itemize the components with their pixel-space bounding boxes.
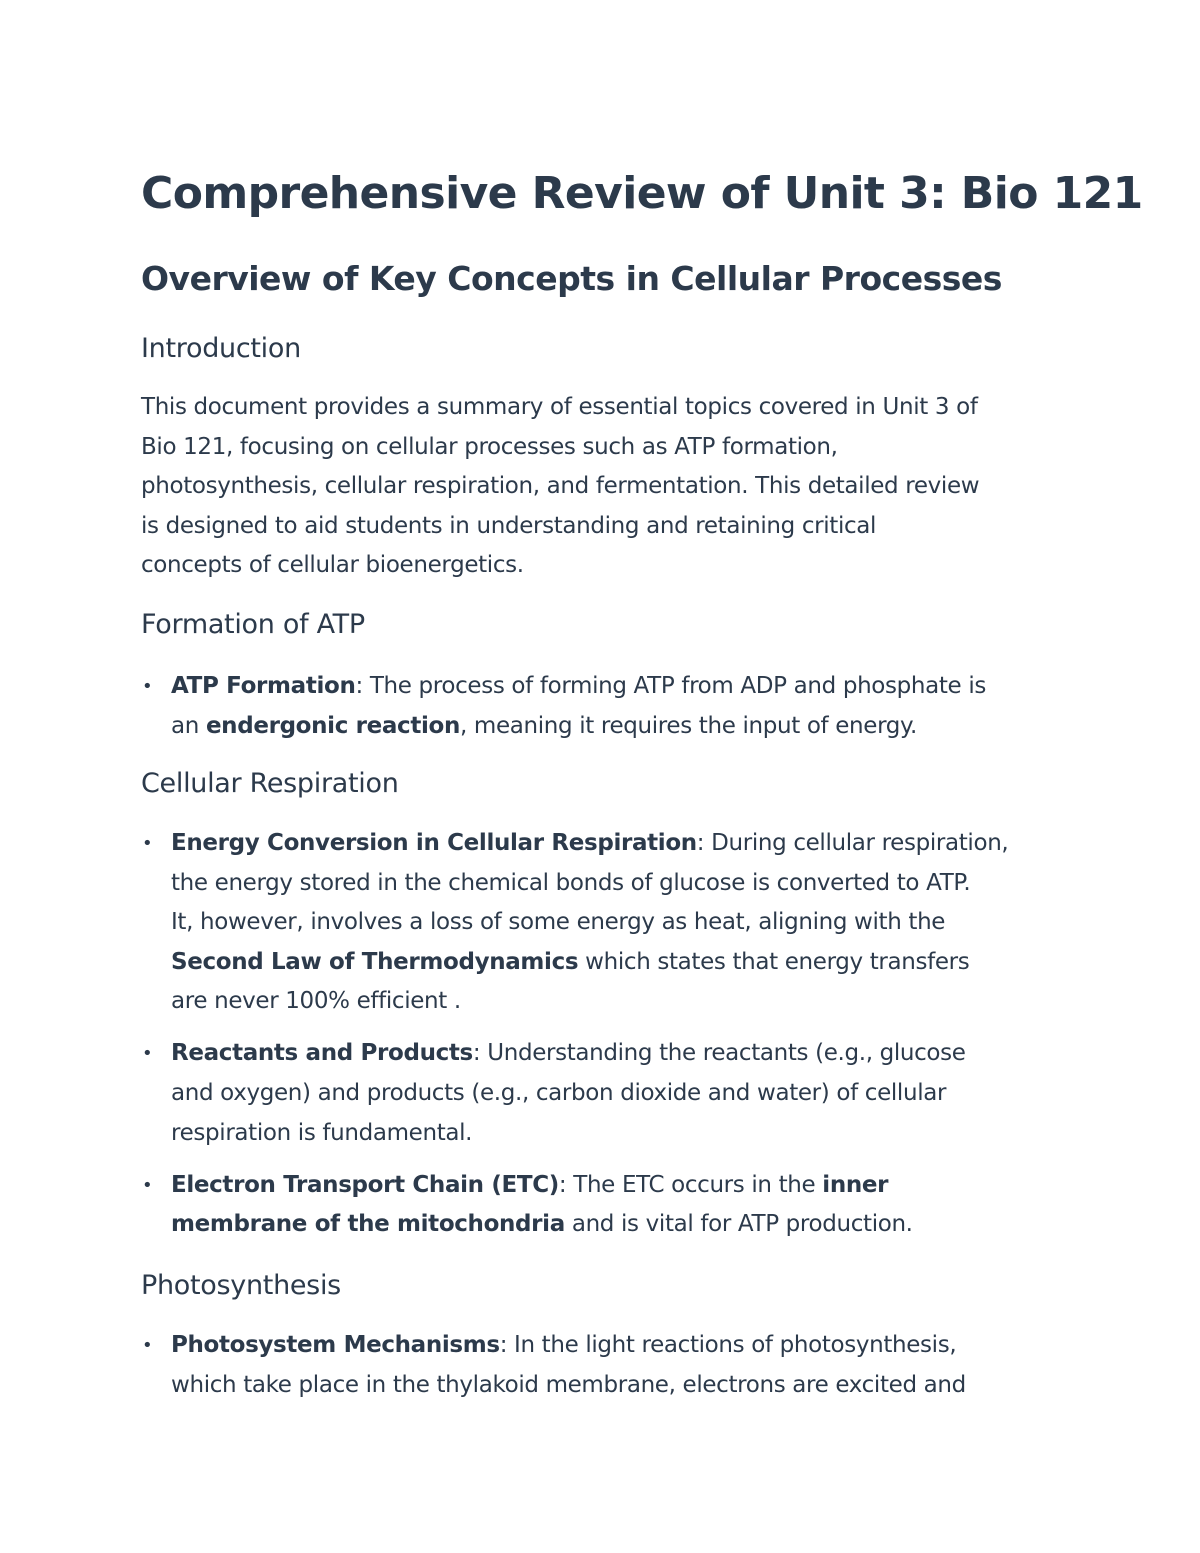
bullet-icon: •	[142, 833, 153, 854]
bold-term: ATP Formation	[171, 673, 356, 699]
text-run: the energy stored in the chemical bonds of glucose is converted to ATP.	[171, 869, 971, 896]
text-run: : Understanding the reactants (e.g., glucose	[472, 1040, 966, 1067]
heading-photosynthesis: Photosynthesis	[141, 1270, 341, 1301]
text-run: : The ETC occurs in the	[558, 1171, 823, 1198]
intro-line: photosynthesis, cellular respiration, and fermentation. This detailed review	[141, 473, 980, 500]
text-run: : During cellular respiration,	[696, 830, 1009, 856]
text-run: , meaning it requires the input of energy.	[459, 712, 917, 739]
text-run: an	[171, 712, 206, 739]
list-item-line	[171, 824, 1071, 864]
heading-cellular-respiration: Cellular Respiration	[141, 768, 399, 799]
bold-term: Energy Conversion in Cellular Respiration	[171, 830, 697, 856]
heading-formation-of-atp: Formation of ATP	[141, 609, 365, 640]
list-item-line	[171, 903, 1071, 943]
respiration-list	[141, 824, 1071, 1257]
atp-list	[141, 667, 1071, 759]
text-run: and is vital for ATP production.	[564, 1211, 913, 1238]
text-run: which take place in the thylakoid membrane, electrons are excited and	[171, 1371, 966, 1398]
list-item-line	[171, 1366, 1071, 1406]
list-item-line	[171, 1074, 1071, 1114]
text-run: : The process of forming ATP from ADP and phosphate is	[355, 673, 986, 699]
list-item-line	[171, 982, 1071, 1022]
list-item	[141, 1166, 1071, 1245]
intro-line: is designed to aid students in understanding and retaining critical	[141, 512, 877, 539]
text-run: It, however, involves a loss of some energy as heat, aligning with the	[171, 909, 946, 936]
list-item	[141, 1034, 1071, 1153]
text-run: are never 100% efficient .	[171, 988, 461, 1015]
text-run: which states that energy transfers	[578, 948, 970, 975]
bullet-icon: •	[142, 676, 153, 697]
text-run: : In the light reactions of photosynthesis,	[499, 1332, 957, 1358]
list-item-line	[171, 1326, 1071, 1366]
list-item-line	[171, 1114, 1071, 1154]
bold-term: inner	[822, 1171, 889, 1198]
introduction-paragraph	[141, 388, 1071, 586]
document-subtitle: Overview of Key Concepts in Cellular Processes	[141, 259, 1002, 298]
intro-line: concepts of cellular bioenergetics.	[141, 552, 524, 579]
list-item-line	[171, 1205, 1071, 1245]
bold-term: Reactants and Products	[171, 1040, 473, 1067]
bold-term: Second Law of Thermodynamics	[171, 948, 579, 975]
intro-line: This document provides a summary of essential topics covered in Unit 3 of	[141, 394, 978, 420]
list-item-line	[171, 864, 1071, 904]
list-item-line	[171, 667, 1071, 707]
bold-term: endergonic reaction	[205, 712, 460, 739]
heading-introduction: Introduction	[141, 333, 301, 364]
bullet-icon: •	[142, 1043, 153, 1065]
list-item-line	[171, 1166, 1071, 1206]
list-item	[141, 1326, 1071, 1405]
bullet-icon: •	[142, 1174, 153, 1196]
bullet-icon: •	[142, 1335, 153, 1356]
text-run: and oxygen) and products (e.g., carbon dioxide and water) of cellular	[171, 1080, 947, 1107]
bold-term: membrane of the mitochondria	[171, 1211, 565, 1238]
bold-term: Photosystem Mechanisms	[171, 1332, 500, 1358]
list-item-line	[171, 1034, 1071, 1074]
list-item	[141, 667, 1071, 746]
list-item-line	[171, 943, 1071, 983]
bold-term: Electron Transport Chain (ETC)	[171, 1171, 559, 1198]
document-title: Comprehensive Review of Unit 3: Bio 121	[141, 168, 1143, 219]
list-item	[141, 824, 1071, 1022]
text-run: respiration is fundamental.	[171, 1119, 473, 1146]
list-item-line	[171, 707, 1071, 747]
photosynthesis-list	[141, 1326, 1071, 1418]
intro-line: Bio 121, focusing on cellular processes such as ATP formation,	[141, 433, 838, 460]
